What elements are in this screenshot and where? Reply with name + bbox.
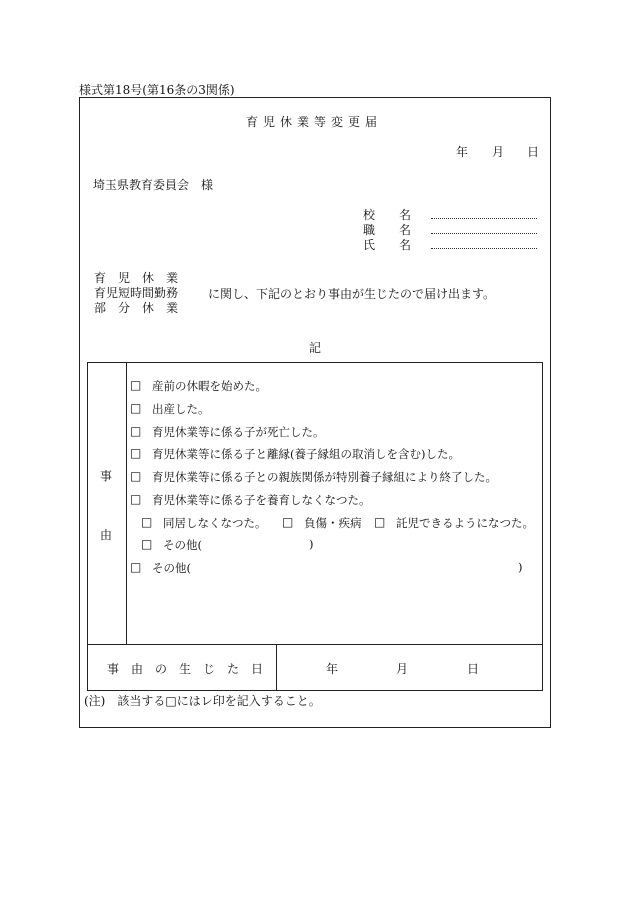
date-divider — [276, 644, 277, 691]
position-label: 職 名 — [363, 223, 412, 237]
sub-reason-injury-illness: 負傷・疾病 — [304, 516, 362, 530]
occurrence-year-label: 年 — [326, 662, 339, 676]
checkbox-daycare[interactable]: □ — [374, 515, 386, 529]
sub-reason-other: その他( — [163, 538, 202, 552]
checkbox-child-died[interactable]: □ — [130, 424, 142, 438]
row-divider — [88, 644, 542, 645]
sub-reason-other-close: ) — [309, 537, 314, 551]
form-number: 様式第18号(第16条の3関係) — [79, 83, 235, 97]
position-field[interactable] — [431, 233, 537, 234]
checkbox-sub-other[interactable]: □ — [141, 537, 153, 551]
occurrence-day-label: 日 — [467, 662, 480, 676]
checkbox-not-living-together[interactable]: □ — [141, 515, 153, 529]
checkbox-not-raising[interactable]: □ — [130, 492, 142, 506]
occurrence-date-label: 事 由 の 生 じ た 日 — [107, 662, 264, 676]
ki-heading: 記 — [309, 341, 322, 355]
column-divider — [126, 363, 127, 644]
sub-reason-daycare: 託児できるようになつた。 — [396, 516, 534, 530]
reason-not-raising: 育児休業等に係る子を養育しなくなつた。 — [152, 493, 371, 507]
header-year-label: 年 — [456, 145, 469, 159]
addressee: 埼玉県教育委員会 様 — [93, 178, 214, 192]
name-label: 氏 名 — [363, 238, 412, 252]
reason-dissolution: 育児休業等に係る子と離縁(養子縁組の取消しを含む)した。 — [152, 447, 460, 461]
reason-label-bottom: 由 — [100, 528, 113, 542]
reason-other-close: ) — [518, 560, 523, 574]
leave-type-childcare: 育 児 休 業 — [94, 271, 179, 285]
leave-type-partial: 部 分 休 業 — [94, 301, 179, 315]
footnote: (注) 該当する□にはレ印を記入すること。 — [84, 694, 321, 708]
checkbox-dissolution[interactable]: □ — [130, 446, 142, 460]
school-name-field[interactable] — [431, 218, 537, 219]
checkbox-birth[interactable]: □ — [130, 401, 142, 415]
checkbox-special-adoption[interactable]: □ — [130, 469, 142, 483]
name-field[interactable] — [431, 248, 537, 249]
body-text: に関し、下記のとおり事由が生じたので届け出ます。 — [208, 287, 496, 301]
leave-type-short-hours: 育児短時間勤務 — [94, 286, 179, 300]
checkbox-other[interactable]: □ — [130, 560, 142, 574]
sub-reason-not-living-together: 同居しなくなつた。 — [163, 516, 267, 530]
reason-special-adoption: 育児休業等に係る子との親族関係が特別養子縁組により終了した。 — [152, 470, 497, 484]
reason-label-top: 事 — [100, 469, 113, 483]
header-month-label: 月 — [492, 145, 505, 159]
form-title: 育児休業等変更届 — [246, 115, 383, 129]
reason-prenatal: 産前の休暇を始めた。 — [152, 379, 267, 393]
header-day-label: 日 — [527, 145, 540, 159]
reason-child-died: 育児休業等に係る子が死亡した。 — [152, 425, 325, 439]
reason-birth: 出産した。 — [152, 402, 210, 416]
occurrence-month-label: 月 — [396, 662, 409, 676]
checkbox-injury-illness[interactable]: □ — [282, 515, 294, 529]
checkbox-prenatal[interactable]: □ — [130, 378, 142, 392]
reason-other: その他( — [152, 561, 191, 575]
school-name-label: 校 名 — [363, 208, 412, 222]
